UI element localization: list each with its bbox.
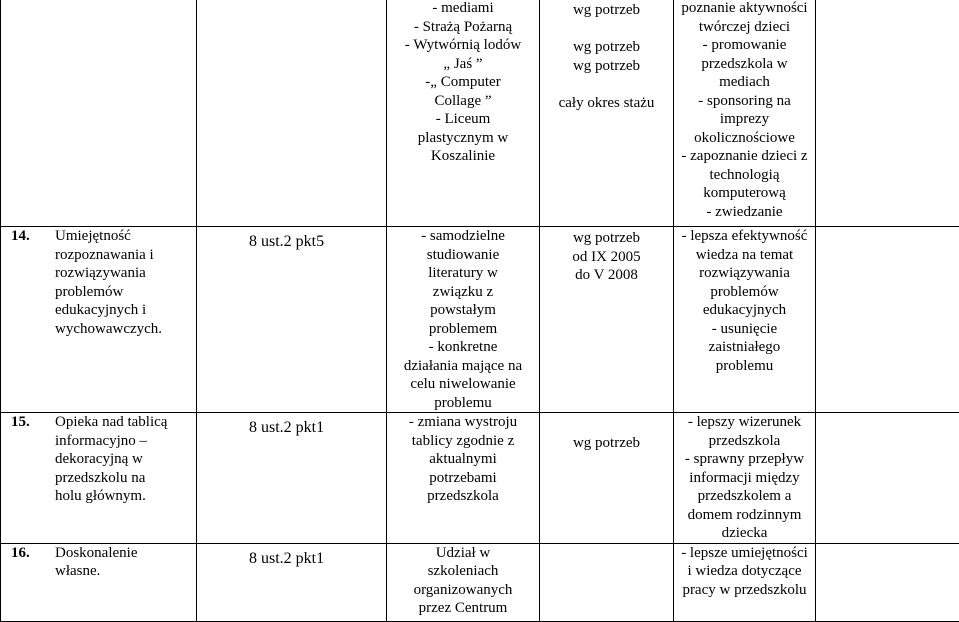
- topic-cell: [1, 0, 197, 227]
- table-row: [1, 543, 959, 621]
- effect-line: - usunięcie: [674, 320, 815, 339]
- term-cell: [540, 543, 674, 621]
- term-line: [540, 415, 673, 434]
- term-cell: [540, 0, 674, 227]
- term-line: cały okres stażu: [540, 94, 673, 113]
- method-line: „ Jaś ”: [387, 55, 539, 74]
- term-line: wg potrzeb: [540, 434, 673, 453]
- methods-cell: [387, 0, 540, 227]
- method-line: -„ Computer: [387, 73, 539, 92]
- effect-line: komputerową: [674, 184, 815, 203]
- method-line: związku z: [387, 283, 539, 302]
- law-reference: [197, 0, 386, 5]
- topic-cell: [1, 227, 197, 413]
- effect-line: problemu: [674, 357, 815, 376]
- term-line: od IX 2005: [540, 248, 673, 267]
- effect-line: wiedza na temat: [674, 246, 815, 265]
- term-line: wg potrzeb: [540, 57, 673, 76]
- term-cell: [540, 227, 674, 413]
- topic-line: Umiejętność: [55, 227, 180, 246]
- topic-line: własne.: [55, 562, 180, 581]
- methods-cell: [387, 227, 540, 413]
- effect-line: problemów: [674, 283, 815, 302]
- topic-text: [55, 544, 180, 581]
- method-line: - mediami: [387, 0, 539, 18]
- method-line: problemu: [387, 394, 539, 413]
- method-line: tablicy zgodnie z: [387, 432, 539, 451]
- table-row: [1, 227, 959, 413]
- methods-cell: [387, 413, 540, 544]
- effect-line: - sprawny przepływ: [674, 450, 815, 469]
- row-number: 14.: [1, 227, 55, 246]
- method-line: Koszalinie: [387, 147, 539, 166]
- effect-line: dziecka: [674, 524, 815, 543]
- topic-line: dekoracyjną w: [55, 450, 180, 469]
- method-line: działania mające na: [387, 357, 539, 376]
- topic-line: wychowawczych.: [55, 320, 180, 339]
- method-line: - Wytwórnią lodów: [387, 36, 539, 55]
- effect-line: technologią: [674, 166, 815, 185]
- effect-line: domem rodzinnym: [674, 506, 815, 525]
- method-line: - Strażą Pożarną: [387, 18, 539, 37]
- topic-line: informacyjno –: [55, 432, 180, 451]
- effect-line: zaistniałego: [674, 338, 815, 357]
- effect-line: okolicznościowe: [674, 129, 815, 148]
- topic-line: problemów: [55, 283, 180, 302]
- empty-cell: [816, 413, 959, 544]
- term-line: [540, 75, 673, 94]
- method-line: studiowanie: [387, 246, 539, 265]
- method-line: aktualnymi: [387, 450, 539, 469]
- effect-line: edukacyjnych: [674, 301, 815, 320]
- topic-cell: [1, 543, 197, 621]
- term-line: [540, 20, 673, 39]
- effect-line: poznanie aktywności: [674, 0, 815, 18]
- topic-line: Opieka nad tablicą: [55, 413, 180, 432]
- row-number: 15.: [1, 413, 55, 432]
- effect-line: przedszkola: [674, 432, 815, 451]
- effect-line: imprezy: [674, 110, 815, 129]
- effect-line: przedszkola w: [674, 55, 815, 74]
- method-line: - zmiana wystroju: [387, 413, 539, 432]
- law-reference: 8 ust.2 pkt1: [197, 544, 386, 569]
- effects-cell: [674, 227, 816, 413]
- topic-line: holu głównym.: [55, 487, 180, 506]
- method-line: powstałym: [387, 301, 539, 320]
- empty-cell: [816, 227, 959, 413]
- table-row: [1, 413, 959, 544]
- method-line: przedszkola: [387, 487, 539, 506]
- topic-line: rozwiązywania: [55, 264, 180, 283]
- effect-line: rozwiązywania: [674, 264, 815, 283]
- effect-line: i wiedza dotyczące: [674, 562, 815, 581]
- topic-line: edukacyjnych i: [55, 301, 180, 320]
- law-reference: 8 ust.2 pkt1: [197, 413, 386, 438]
- method-line: plastycznym w: [387, 129, 539, 148]
- effect-line: - lepszy wizerunek: [674, 413, 815, 432]
- method-line: - Liceum: [387, 110, 539, 129]
- effect-line: - zwiedzanie: [674, 203, 815, 222]
- method-line: Collage ”: [387, 92, 539, 111]
- effect-line: - lepsza efektywność: [674, 227, 815, 246]
- effect-line: - promowanie: [674, 36, 815, 55]
- method-line: przez Centrum: [387, 599, 539, 618]
- topic-line: przedszkolu na: [55, 469, 180, 488]
- topic-cell: [1, 413, 197, 544]
- effect-line: mediach: [674, 73, 815, 92]
- method-line: - samodzielne: [387, 227, 539, 246]
- effect-line: informacji między: [674, 469, 815, 488]
- effects-cell: [674, 543, 816, 621]
- methods-cell: [387, 543, 540, 621]
- effect-line: - zapoznanie dzieci z: [674, 147, 815, 166]
- method-line: problemem: [387, 320, 539, 339]
- method-line: organizowanych: [387, 581, 539, 600]
- method-line: szkoleniach: [387, 562, 539, 581]
- law-cell: [197, 543, 387, 621]
- effects-cell: [674, 413, 816, 544]
- empty-cell: [816, 0, 959, 227]
- effect-line: przedszkolem a: [674, 487, 815, 506]
- method-line: Udział w: [387, 544, 539, 563]
- topic-line: Doskonalenie: [55, 544, 180, 563]
- law-cell: [197, 0, 387, 227]
- effects-cell: [674, 0, 816, 227]
- law-reference: 8 ust.2 pkt5: [197, 227, 386, 252]
- effect-line: twórczej dzieci: [674, 18, 815, 37]
- method-line: potrzebami: [387, 469, 539, 488]
- row-number: 16.: [1, 544, 55, 563]
- term-line: wg potrzeb: [540, 229, 673, 248]
- method-line: celu niwelowanie: [387, 375, 539, 394]
- law-cell: [197, 413, 387, 544]
- term-line: wg potrzeb: [540, 1, 673, 20]
- topic-text: [55, 413, 180, 506]
- term-cell: [540, 413, 674, 544]
- term-line: wg potrzeb: [540, 38, 673, 57]
- effect-line: pracy w przedszkolu: [674, 581, 815, 600]
- method-line: - konkretne: [387, 338, 539, 357]
- empty-cell: [816, 543, 959, 621]
- effect-line: - sponsoring na: [674, 92, 815, 111]
- method-line: literatury w: [387, 264, 539, 283]
- table-row: [1, 0, 959, 227]
- term-line: do V 2008: [540, 266, 673, 285]
- topic-text: [55, 227, 180, 338]
- topic-line: rozpoznawania i: [55, 246, 180, 265]
- effect-line: - lepsze umiejętności: [674, 544, 815, 563]
- law-cell: [197, 227, 387, 413]
